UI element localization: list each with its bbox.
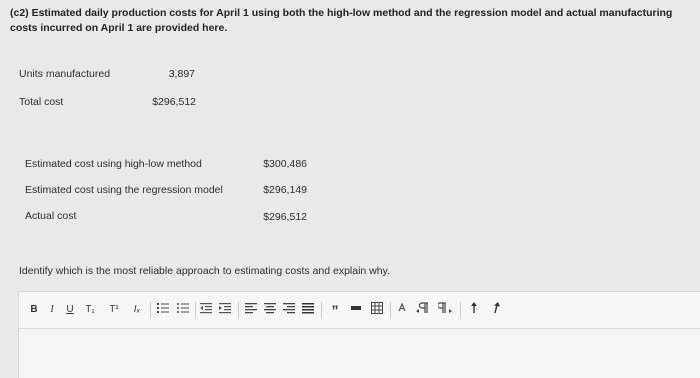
toolbar-divider: [195, 302, 196, 318]
quote-button[interactable]: ”: [331, 302, 339, 318]
redo-button[interactable]: [489, 302, 503, 318]
table-button[interactable]: [370, 302, 384, 318]
regression-label: Estimated cost using the regression model: [25, 184, 223, 196]
redo-icon: [491, 302, 501, 314]
horizontal-rule-button[interactable]: [349, 302, 363, 318]
regression-value: $296,149: [263, 184, 307, 196]
outdent-icon: [200, 302, 212, 314]
align-justify-button[interactable]: [301, 302, 315, 318]
ordered-list-icon: [157, 302, 169, 314]
indent-button[interactable]: [218, 302, 232, 318]
superscript-button[interactable]: T¹: [109, 304, 119, 315]
bold-button[interactable]: B: [30, 304, 38, 315]
toolbar-divider: [460, 302, 461, 318]
question-prompt: Identify which is the most reliable approach to estimating costs and explain why.: [19, 265, 390, 277]
toolbar-divider: [150, 302, 151, 318]
italic-button[interactable]: I: [50, 304, 54, 315]
toolbar-divider: [321, 302, 322, 318]
ordered-list-button[interactable]: [156, 302, 170, 318]
question-intro: [10, 6, 695, 36]
unordered-list-button[interactable]: [176, 302, 190, 318]
total-cost-value: $296,512: [152, 96, 196, 108]
undo-icon: [469, 302, 479, 314]
ltr-paragraph-icon: [416, 302, 430, 314]
align-left-icon: [245, 302, 257, 314]
rtl-paragraph-icon: [438, 302, 452, 314]
clear-format-button[interactable]: Iₓ: [133, 304, 141, 315]
actual-cost-label: Actual cost: [25, 210, 77, 222]
text-color-icon: [397, 302, 407, 314]
editor-toolbar: [19, 292, 700, 329]
text-color-button[interactable]: [395, 302, 409, 318]
high-low-label: Estimated cost using high-low method: [25, 158, 202, 170]
align-center-icon: [264, 302, 276, 314]
answer-editor: [18, 291, 700, 378]
actual-cost-value: $296,512: [263, 211, 307, 223]
undo-button[interactable]: [467, 302, 481, 318]
units-value: 3,897: [168, 68, 195, 80]
align-center-button[interactable]: [263, 302, 277, 318]
align-right-icon: [283, 302, 295, 314]
align-justify-icon: [302, 302, 314, 314]
horizontal-rule-icon: [351, 302, 361, 314]
outdent-button[interactable]: [199, 302, 213, 318]
bullet-list-icon: [177, 302, 189, 314]
high-low-value: $300,486: [263, 158, 307, 170]
toolbar-divider: [238, 302, 239, 318]
table-icon: [371, 302, 383, 314]
total-cost-label: Total cost: [19, 96, 64, 108]
units-label: Units manufactured: [19, 68, 111, 80]
toolbar-divider: [390, 302, 391, 318]
answer-text-area[interactable]: [19, 329, 700, 378]
rtl-paragraph-button[interactable]: [437, 302, 453, 318]
subscript-button[interactable]: T₁: [85, 304, 95, 315]
indent-icon: [219, 302, 231, 314]
align-left-button[interactable]: [244, 302, 258, 318]
intro-line-2: costs incurred on April 1 are provided here.: [10, 22, 228, 34]
align-right-button[interactable]: [282, 302, 296, 318]
ltr-paragraph-button[interactable]: [415, 302, 431, 318]
intro-line-1: (c2) Estimated daily production costs for April 1 using both the high-low method and the regression model and actual manufacturing: [10, 7, 673, 19]
underline-button[interactable]: U: [66, 304, 74, 315]
